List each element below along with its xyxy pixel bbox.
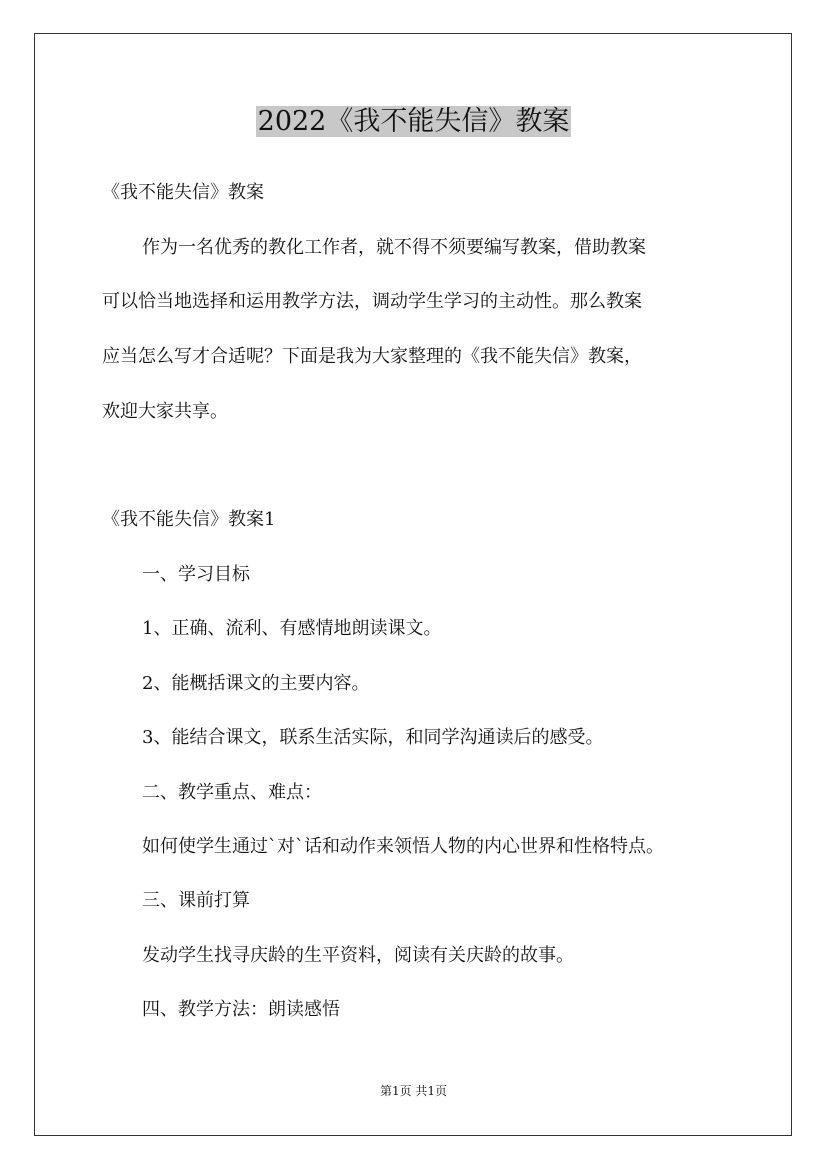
key-points-text: 如何使学生通过`对`话和动作来领悟人物的内心世界和性格特点。: [142, 836, 664, 857]
heading-teaching-method: 四、教学方法：朗读感悟: [142, 999, 340, 1020]
heading-learning-goals: 一、学习目标: [142, 564, 250, 585]
section-title: 《我不能失信》教案1: [102, 509, 276, 530]
heading-key-points: 二、教学重点、难点：: [142, 782, 322, 803]
intro-line-3: 应当怎么写才合适呢？下面是我为大家整理的《我不能失信》教案，: [102, 346, 642, 367]
intro-line-2: 可以恰当地选择和运用教学方法，调动学生学习的主动性。那么教案: [102, 291, 642, 312]
goal-item-2: 2、能概括课文的主要内容。: [142, 673, 370, 694]
intro-line-1: 作为一名优秀的教化工作者，就不得不须要编写教案，借助教案: [142, 237, 646, 258]
heading-preparation: 三、课前打算: [142, 890, 250, 911]
intro-line-4: 欢迎大家共享。: [102, 401, 228, 422]
doc-subtitle: 《我不能失信》教案: [102, 182, 264, 203]
title-text: 2022《我不能失信》教案: [257, 106, 570, 137]
goal-item-3: 3、能结合课文，联系生活实际，和同学沟通读后的感受。: [142, 727, 604, 748]
goal-item-1: 1、正确、流利、有感情地朗读课文。: [142, 618, 442, 639]
page-footer: 第1页 共1页: [379, 1084, 448, 1098]
preparation-text: 发动学生找寻庆龄的生平资料，阅读有关庆龄的故事。: [142, 945, 574, 966]
document-title: [0, 103, 827, 141]
